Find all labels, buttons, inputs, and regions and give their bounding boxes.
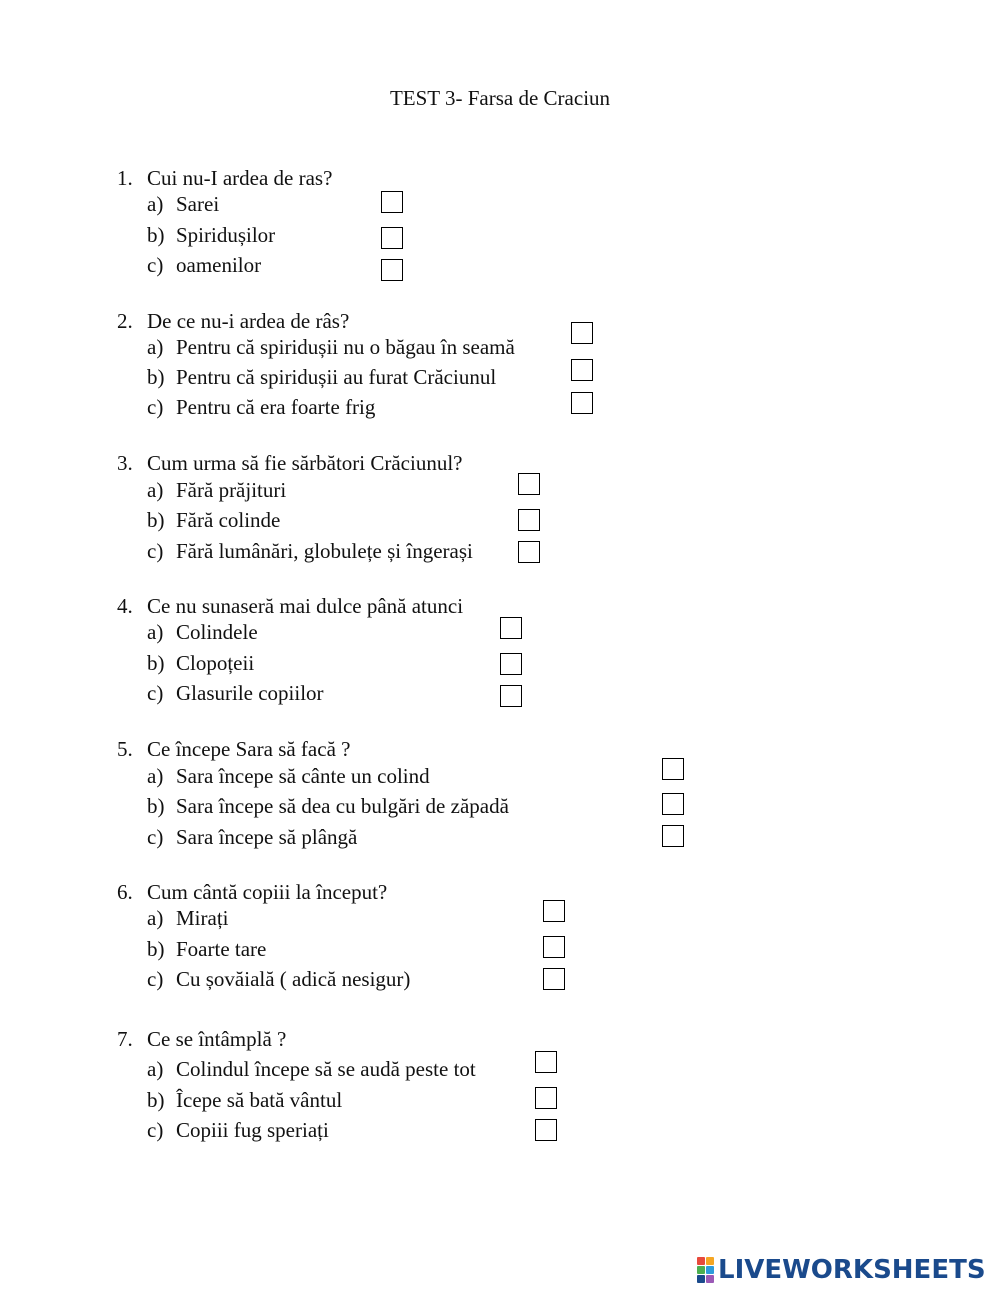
- answer-checkbox-q4-b[interactable]: [500, 653, 522, 675]
- question-number: 2.: [117, 309, 133, 333]
- answer-checkbox-q4-c[interactable]: [500, 685, 522, 707]
- option-text: Fără colinde: [176, 508, 281, 532]
- option-letter: b): [147, 794, 165, 818]
- question-text: Cui nu-I ardea de ras?: [147, 166, 333, 190]
- option-letter: a): [147, 478, 164, 502]
- option-letter: a): [147, 620, 164, 644]
- option-text: Copiii fug speriați: [176, 1118, 329, 1142]
- question-text: De ce nu-i ardea de râs?: [147, 309, 350, 333]
- question-number: 6.: [117, 880, 133, 904]
- logo-square: [706, 1275, 714, 1283]
- logo-square: [706, 1257, 714, 1265]
- answer-checkbox-q1-b[interactable]: [381, 227, 403, 249]
- question-text: Ce se întâmplă ?: [147, 1027, 287, 1051]
- option-text: Colindele: [176, 620, 258, 644]
- answer-checkbox-q7-b[interactable]: [535, 1087, 557, 1109]
- option-letter: a): [147, 906, 164, 930]
- answer-checkbox-q3-c[interactable]: [518, 541, 540, 563]
- question-text: Cum urma să fie sărbători Crăciunul?: [147, 451, 463, 475]
- option-text: Sara începe să plângă: [176, 825, 358, 849]
- logo-square: [706, 1266, 714, 1274]
- answer-checkbox-q1-c[interactable]: [381, 259, 403, 281]
- option-text: Colindul începe să se audă peste tot: [176, 1057, 476, 1081]
- option-text: Foarte tare: [176, 937, 267, 961]
- option-text: Mirați: [176, 906, 229, 930]
- option-letter: b): [147, 365, 165, 389]
- logo-square: [697, 1266, 705, 1274]
- answer-checkbox-q6-c[interactable]: [543, 968, 565, 990]
- option-text: Sarei: [176, 192, 220, 216]
- option-letter: c): [147, 253, 164, 277]
- option-letter: c): [147, 539, 164, 563]
- liveworksheets-logo: [697, 1255, 986, 1285]
- option-text: Glasurile copiilor: [176, 681, 324, 705]
- option-letter: a): [147, 335, 164, 359]
- option-text: Spiridușilor: [176, 223, 276, 247]
- question-text: Ce nu sunaseră mai dulce până atunci: [147, 594, 464, 618]
- option-letter: c): [147, 967, 164, 991]
- question-number: 4.: [117, 594, 133, 618]
- option-letter: c): [147, 1118, 164, 1142]
- answer-checkbox-q6-a[interactable]: [543, 900, 565, 922]
- option-letter: a): [147, 192, 164, 216]
- option-letter: b): [147, 508, 165, 532]
- option-text: Pentru că era foarte frig: [176, 395, 376, 419]
- answer-checkbox-q7-c[interactable]: [535, 1119, 557, 1141]
- option-letter: b): [147, 223, 165, 247]
- question-text: Cum cântă copiii la început?: [147, 880, 388, 904]
- option-letter: b): [147, 1088, 165, 1112]
- logo-mark-icon: [697, 1257, 714, 1283]
- option-text: Cu șovăială ( adică nesigur): [176, 967, 411, 991]
- option-text: Fără lumânări, globulețe și îngerași: [176, 539, 473, 563]
- answer-checkbox-q5-c[interactable]: [662, 825, 684, 847]
- option-letter: b): [147, 651, 165, 675]
- option-letter: b): [147, 937, 165, 961]
- question-number: 3.: [117, 451, 133, 475]
- answer-checkbox-q3-b[interactable]: [518, 509, 540, 531]
- answer-checkbox-q5-a[interactable]: [662, 758, 684, 780]
- option-text: Îcepe să bată vântul: [176, 1088, 343, 1112]
- option-letter: a): [147, 764, 164, 788]
- answer-checkbox-q1-a[interactable]: [381, 191, 403, 213]
- logo-text: LIVEWORKSHEETS: [718, 1255, 986, 1285]
- option-letter: c): [147, 825, 164, 849]
- option-letter: c): [147, 681, 164, 705]
- answer-checkbox-q6-b[interactable]: [543, 936, 565, 958]
- question-number: 5.: [117, 737, 133, 761]
- question-number: 7.: [117, 1027, 133, 1051]
- logo-square: [697, 1275, 705, 1283]
- option-text: Sara începe să cânte un colind: [176, 764, 430, 788]
- answer-checkbox-q2-a[interactable]: [571, 322, 593, 344]
- option-text: Fără prăjituri: [176, 478, 287, 502]
- option-text: Pentru că spiridușii nu o băgau în seamă: [176, 335, 515, 359]
- option-letter: c): [147, 395, 164, 419]
- answer-checkbox-q2-b[interactable]: [571, 359, 593, 381]
- option-text: Pentru că spiridușii au furat Crăciunul: [176, 365, 497, 389]
- answer-checkbox-q4-a[interactable]: [500, 617, 522, 639]
- logo-square: [697, 1257, 705, 1265]
- option-letter: a): [147, 1057, 164, 1081]
- answer-checkbox-q2-c[interactable]: [571, 392, 593, 414]
- answer-checkbox-q7-a[interactable]: [535, 1051, 557, 1073]
- question-number: 1.: [117, 166, 133, 190]
- option-text: Sara începe să dea cu bulgări de zăpadă: [176, 794, 509, 818]
- answer-checkbox-q3-a[interactable]: [518, 473, 540, 495]
- answer-checkbox-q5-b[interactable]: [662, 793, 684, 815]
- option-text: oamenilor: [176, 253, 262, 277]
- question-text: Ce începe Sara să facă ?: [147, 737, 351, 761]
- page-title: TEST 3- Farsa de Craciun: [389, 86, 611, 110]
- option-text: Clopoțeii: [176, 651, 255, 675]
